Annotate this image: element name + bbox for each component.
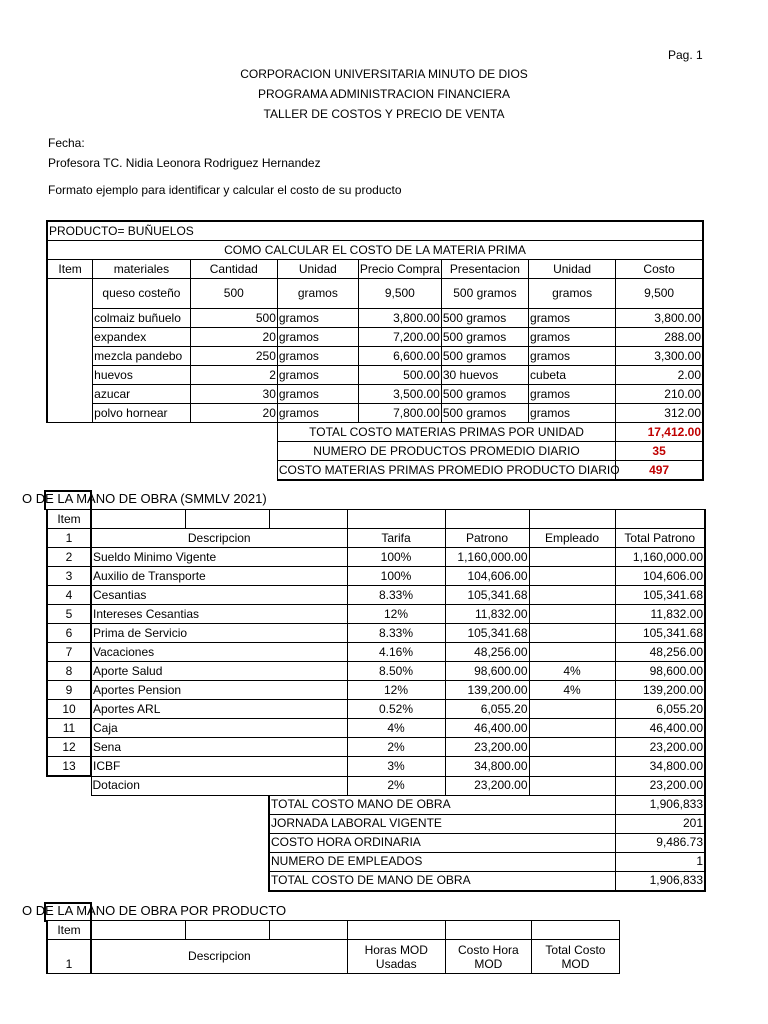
mp-header-cell: Item	[47, 260, 93, 279]
mp-unidad: gramos	[277, 366, 358, 385]
mp-unidad2: gramos	[529, 404, 616, 423]
mp-costo: 2.00	[616, 366, 703, 385]
mo-patrono: 1,160,000.00	[445, 548, 529, 567]
mo-total-blank	[47, 795, 269, 814]
mp-cantidad: 2	[190, 366, 277, 385]
mp-unidad2: gramos	[529, 347, 616, 366]
mo-total: 139,200.00	[615, 681, 705, 700]
mo-empleado	[529, 700, 615, 719]
mp-material: colmaiz buñuelo	[93, 309, 191, 328]
mo-desc: Auxilio de Transporte	[91, 567, 347, 586]
mp-presentacion: 500 gramos	[441, 279, 528, 309]
mp-total-row	[47, 423, 703, 442]
mo-first-item: 1	[47, 529, 91, 548]
mo-item: 2	[47, 548, 91, 567]
mp-total-row	[47, 442, 703, 461]
mo-tarifa: 12%	[347, 681, 445, 700]
header-program: PROGRAMA ADMINISTRACION FINANCIERA	[257, 87, 511, 101]
mop-header-cell: Costo Hora MOD	[445, 940, 531, 974]
mp-row	[47, 328, 703, 347]
mo-row	[47, 586, 705, 605]
mp-precio: 7,200.00	[358, 328, 441, 347]
mp-unidad: gramos	[277, 309, 358, 328]
mo-total: 105,341.68	[615, 624, 705, 643]
mo-patrono: 46,400.00	[445, 719, 529, 738]
mo-total-row	[47, 833, 705, 852]
mo-total: 104,606.00	[615, 567, 705, 586]
mo-tarifa: 12%	[347, 605, 445, 624]
mo-header-cell: Total Patrono	[615, 529, 705, 548]
mp-unidad: gramos	[277, 404, 358, 423]
mo-header-cell: Empleado	[529, 529, 615, 548]
header-workshop: TALLER DE COSTOS Y PRECIO DE VENTA	[263, 107, 505, 121]
mp-unidad: gramos	[277, 385, 358, 404]
mo-total-blank	[47, 871, 269, 891]
mo-empleado	[529, 624, 615, 643]
mp-cantidad: 250	[190, 347, 277, 366]
mo-row	[47, 681, 705, 700]
mp-material: azucar	[93, 385, 191, 404]
mp-presentacion: 500 gramos	[441, 309, 528, 328]
mo-header-cell: Descripcion	[91, 529, 347, 548]
mp-row	[47, 366, 703, 385]
mo-row	[47, 624, 705, 643]
mo-tarifa: 8.33%	[347, 586, 445, 605]
mp-material: mezcla pandebo	[93, 347, 191, 366]
mp-total-label: COSTO MATERIAS PRIMAS PROMEDIO PRODUCTO DIARIO	[277, 461, 615, 481]
mp-total-blank	[47, 461, 277, 481]
mo-total: 6,055.20	[615, 700, 705, 719]
mo-empleado	[529, 567, 615, 586]
mo-item: 5	[47, 605, 91, 624]
mp-total-row	[47, 461, 703, 481]
mo-desc: Aportes ARL	[91, 700, 347, 719]
mo-tarifa: 8.50%	[347, 662, 445, 681]
mo-patrono: 104,606.00	[445, 567, 529, 586]
mo-total-row	[47, 871, 705, 891]
mo-row	[47, 548, 705, 567]
mp-cantidad: 20	[190, 328, 277, 347]
mp-presentacion: 500 gramos	[441, 328, 528, 347]
fecha-label: Fecha:	[48, 136, 85, 150]
mp-row-first	[47, 279, 703, 309]
mo-total-row	[47, 852, 705, 871]
mp-presentacion: 500 gramos	[441, 404, 528, 423]
mp-presentacion: 30 huevos	[441, 366, 528, 385]
mp-unidad2: gramos	[529, 309, 616, 328]
mo-desc: Aportes Pension	[91, 681, 347, 700]
mo-total-blank	[47, 833, 269, 852]
mp-row	[47, 385, 703, 404]
mo-empleado	[529, 719, 615, 738]
mo-desc: Cesantias	[91, 586, 347, 605]
mp-cantidad: 30	[190, 385, 277, 404]
mo-row	[47, 662, 705, 681]
mo-empleado	[529, 605, 615, 624]
mo-header-row	[47, 529, 705, 548]
mo-item: 10	[47, 700, 91, 719]
mp-cantidad: 500	[190, 279, 277, 309]
mp-header-cell: Presentacion	[441, 260, 528, 279]
mano-obra-producto-table	[46, 920, 620, 974]
mop-first-item: 1	[47, 940, 91, 974]
mp-costo: 288.00	[616, 328, 703, 347]
mo-tarifa: 4.16%	[347, 643, 445, 662]
mp-precio: 7,800.00	[358, 404, 441, 423]
mo-total-blank	[47, 852, 269, 871]
mo-total-label: COSTO HORA ORDINARIA	[269, 833, 615, 852]
mo-total: 105,341.68	[615, 586, 705, 605]
mo-desc: Aporte Salud	[91, 662, 347, 681]
mp-row	[47, 404, 703, 423]
mo-total-value: 1,906,833	[615, 871, 705, 891]
mp-unidad: gramos	[277, 347, 358, 366]
mo-tarifa: 3%	[347, 757, 445, 777]
mo-row	[47, 605, 705, 624]
mop-header-cell: Total Costo MOD	[531, 940, 619, 974]
mo-item: 11	[47, 719, 91, 738]
mo-item-label: Item	[47, 510, 91, 529]
mo-row	[47, 776, 705, 795]
mo-tarifa: 2%	[347, 738, 445, 757]
mo-patrono: 23,200.00	[445, 776, 529, 795]
mo-row	[47, 643, 705, 662]
mo-total: 23,200.00	[615, 738, 705, 757]
mp-row	[47, 347, 703, 366]
mop-header-cell: Horas MOD Usadas	[347, 940, 445, 974]
mp-total-value: 35	[616, 442, 703, 461]
mo-empleado	[529, 643, 615, 662]
mo-header-cell: Tarifa	[347, 529, 445, 548]
mo-row	[47, 567, 705, 586]
mo-total-label: TOTAL COSTO MANO DE OBRA	[269, 795, 615, 814]
mo-tarifa: 2%	[347, 776, 445, 795]
materia-prima-table	[46, 220, 704, 481]
mo-total: 1,160,000.00	[615, 548, 705, 567]
mp-unidad: gramos	[277, 279, 358, 309]
mo-row	[47, 738, 705, 757]
mo-tarifa: 0.52%	[347, 700, 445, 719]
mo-item: 7	[47, 643, 91, 662]
mo-patrono: 11,832.00	[445, 605, 529, 624]
mo-total-row	[47, 814, 705, 833]
mo-patrono: 48,256.00	[445, 643, 529, 662]
page-number: Pag. 1	[668, 48, 703, 62]
mo-patrono: 105,341.68	[445, 586, 529, 605]
mo-total-label: JORNADA LABORAL VIGENTE	[269, 814, 615, 833]
mo-item: 13	[47, 757, 91, 777]
mo-total: 11,832.00	[615, 605, 705, 624]
mo-desc: Intereses Cesantias	[91, 605, 347, 624]
mp-material: polvo hornear	[93, 404, 191, 423]
mo-row	[47, 719, 705, 738]
mp-header-cell: Unidad	[277, 260, 358, 279]
mo-tarifa: 4%	[347, 719, 445, 738]
mp-total-blank	[47, 423, 277, 442]
mo-empleado: 4%	[529, 681, 615, 700]
mo-total-value: 9,486.73	[615, 833, 705, 852]
mo-tarifa: 100%	[347, 548, 445, 567]
mo-item: 6	[47, 624, 91, 643]
mo-patrono: 23,200.00	[445, 738, 529, 757]
mp-row	[47, 309, 703, 328]
mo-empleado: 4%	[529, 662, 615, 681]
mo-desc: ICBF	[91, 757, 347, 777]
mp-costo: 3,300.00	[616, 347, 703, 366]
mp-unidad: gramos	[277, 328, 358, 347]
mo-total: 34,800.00	[615, 757, 705, 777]
mp-total-value: 17,412.00	[616, 423, 703, 442]
mp-cantidad: 20	[190, 404, 277, 423]
mo-total: 46,400.00	[615, 719, 705, 738]
mp-item-cell	[47, 279, 93, 423]
mo-item: 3	[47, 567, 91, 586]
mop-title-box	[44, 902, 92, 922]
producto-label: PRODUCTO= BUÑUELOS	[47, 221, 703, 241]
mo-desc: Prima de Servicio	[91, 624, 347, 643]
mop-item-label: Item	[47, 921, 91, 940]
mo-empleado	[529, 548, 615, 567]
mp-precio: 9,500	[358, 279, 441, 309]
mp-header-cell: Precio Compra	[358, 260, 441, 279]
mo-desc: Dotacion	[91, 776, 347, 795]
mo-patrono: 34,800.00	[445, 757, 529, 777]
mo-tarifa: 100%	[347, 567, 445, 586]
mo-empleado	[529, 776, 615, 795]
mo-item: 8	[47, 662, 91, 681]
mo-row	[47, 757, 705, 777]
mp-total-label: TOTAL COSTO MATERIAS PRIMAS POR UNIDAD	[277, 423, 615, 442]
profesora-label: Profesora TC. Nidia Leonora Rodriguez Hernandez	[48, 156, 321, 170]
mo-empleado	[529, 738, 615, 757]
mo-total-row	[47, 795, 705, 814]
mp-costo: 210.00	[616, 385, 703, 404]
mo-title-box	[44, 490, 92, 510]
mano-obra-table	[46, 509, 706, 892]
mp-total-blank	[47, 442, 277, 461]
mo-desc: Vacaciones	[91, 643, 347, 662]
mo-total-label: NUMERO DE EMPLEADOS	[269, 852, 615, 871]
mp-header-cell: Costo	[616, 260, 703, 279]
mo-empleado	[529, 757, 615, 777]
mo-title: O DE LA MANO DE OBRA (SMMLV 2021)	[22, 491, 267, 506]
mp-material: huevos	[93, 366, 191, 385]
mp-precio: 500.00	[358, 366, 441, 385]
mo-desc: Caja	[91, 719, 347, 738]
mp-unidad2: gramos	[529, 328, 616, 347]
mp-precio: 3,500.00	[358, 385, 441, 404]
mo-total: 98,600.00	[615, 662, 705, 681]
mp-header-cell: Cantidad	[190, 260, 277, 279]
mp-header-cell: Unidad	[529, 260, 616, 279]
mo-row	[47, 700, 705, 719]
mp-presentacion: 500 gramos	[441, 385, 528, 404]
mo-total-label: TOTAL COSTO DE MANO DE OBRA	[269, 871, 615, 891]
header-institution: CORPORACION UNIVERSITARIA MINUTO DE DIOS	[240, 67, 528, 81]
mop-title: O DE LA MANO DE OBRA POR PRODUCTO	[22, 903, 287, 918]
mop-header-cell: Descripcion	[91, 940, 347, 974]
mo-tarifa: 8.33%	[347, 624, 445, 643]
mo-patrono: 139,200.00	[445, 681, 529, 700]
mo-total: 23,200.00	[615, 776, 705, 795]
mo-item: 4	[47, 586, 91, 605]
mo-patrono: 105,341.68	[445, 624, 529, 643]
mo-desc: Sueldo Minimo Vigente	[91, 548, 347, 567]
mo-total: 48,256.00	[615, 643, 705, 662]
mo-empleado	[529, 586, 615, 605]
mp-unidad2: gramos	[529, 279, 616, 309]
mp-header-cell: materiales	[93, 260, 191, 279]
mo-item	[47, 776, 91, 795]
mo-item: 12	[47, 738, 91, 757]
mp-cantidad: 500	[190, 309, 277, 328]
mo-total-value: 201	[615, 814, 705, 833]
mo-patrono: 98,600.00	[445, 662, 529, 681]
mp-unidad2: gramos	[529, 385, 616, 404]
mp-material: queso costeño	[93, 279, 191, 309]
mo-total-value: 1	[615, 852, 705, 871]
mp-total-label: NUMERO DE PRODUCTOS PROMEDIO DIARIO	[277, 442, 615, 461]
mo-desc: Sena	[91, 738, 347, 757]
mp-material: expandex	[93, 328, 191, 347]
mo-total-blank	[47, 814, 269, 833]
mp-costo: 3,800.00	[616, 309, 703, 328]
mo-item: 9	[47, 681, 91, 700]
mp-title: COMO CALCULAR EL COSTO DE LA MATERIA PRIMA	[47, 241, 703, 260]
mp-precio: 6,600.00	[358, 347, 441, 366]
mp-costo: 312.00	[616, 404, 703, 423]
formato-label: Formato ejemplo para identificar y calcular el costo de su producto	[48, 183, 402, 197]
mp-precio: 3,800.00	[358, 309, 441, 328]
mp-costo: 9,500	[616, 279, 703, 309]
mp-presentacion: 500 gramos	[441, 347, 528, 366]
mo-total-value: 1,906,833	[615, 795, 705, 814]
mo-patrono: 6,055.20	[445, 700, 529, 719]
mp-unidad2: cubeta	[529, 366, 616, 385]
mp-total-value: 497	[616, 461, 703, 481]
mp-header-row	[47, 260, 703, 279]
mo-header-cell: Patrono	[445, 529, 529, 548]
